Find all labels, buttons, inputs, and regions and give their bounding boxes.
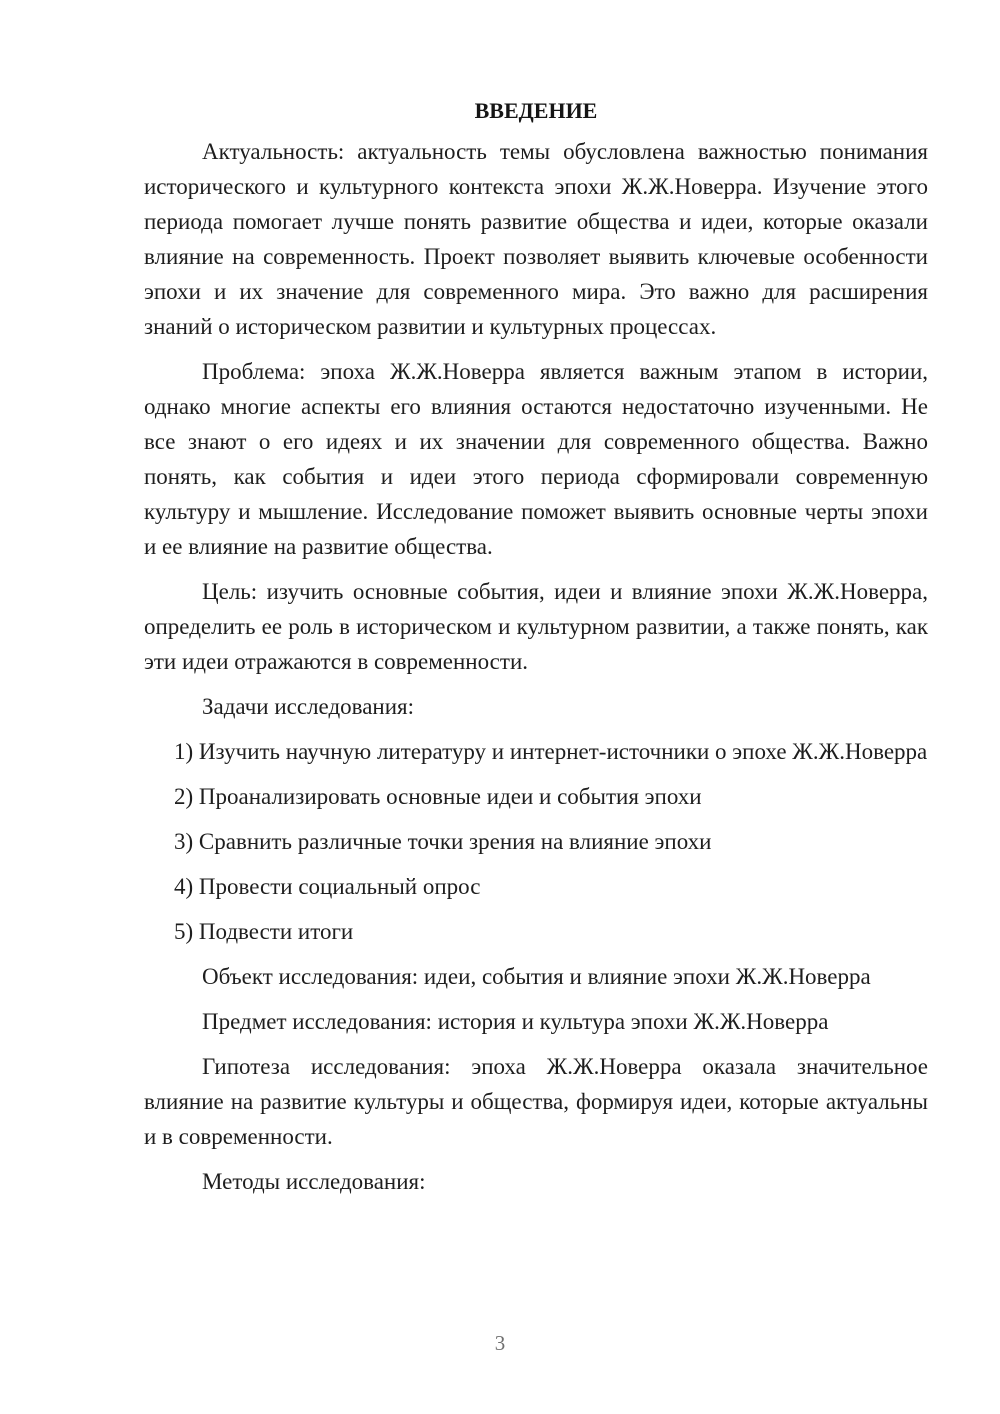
object-line: Объект исследования: идеи, события и влияние эпохи Ж.Ж.Новерра <box>202 964 871 989</box>
hypothesis-paragraph: Гипотеза исследования: эпоха Ж.Ж.Новерра оказала значительное влияние на развитие культуры и общества, формируя идеи, которые актуальны и в современности. <box>144 1054 928 1149</box>
task-item-1: 1) Изучить научную литературу и интернет-источники о эпохе Ж.Ж.Новерра <box>174 739 928 764</box>
task-item-3: 3) Сравнить различные точки зрения на влияние эпохи <box>174 829 712 854</box>
task-item-5: 5) Подвести итоги <box>174 919 354 944</box>
subject-line: Предмет исследования: история и культура эпохи Ж.Ж.Новерра <box>202 1009 829 1034</box>
document-page <box>144 96 928 1209</box>
page-title: ВВЕДЕНИЕ <box>474 98 598 123</box>
problem-paragraph: Проблема: эпоха Ж.Ж.Новерра является важным этапом в истории, однако многие аспекты его влияния остаются недостаточно изученными. Не все знают о его идеях и их значении для современного общества. Важно понять, как события и идеи этого периода сформировали современную культуру и мышление. Исследование поможет выявить основные черты эпохи и ее влияние на развитие общества. <box>144 359 928 559</box>
task-item-2: 2) Проанализировать основные идеи и события эпохи <box>174 784 702 809</box>
relevance-paragraph: Актуальность: актуальность темы обусловлена важностью понимания исторического и культурного контекста эпохи Ж.Ж.Новерра. Изучение этого периода помогает лучше понять развитие общества и идеи, которые оказали влияние на современность. Проект позволяет выявить ключевые особенности эпохи и их значение для современного мира. Это важно для расширения знаний о историческом развитии и культурных процессах. <box>144 139 928 339</box>
task-item-4: 4) Провести социальный опрос <box>174 874 481 899</box>
tasks-heading: Задачи исследования: <box>202 694 415 719</box>
goal-paragraph: Цель: изучить основные события, идеи и влияние эпохи Ж.Ж.Новерра, определить ее роль в историческом и культурном развитии, а также понять, как эти идеи отражаются в современности. <box>144 579 928 674</box>
page-number: 3 <box>494 1331 506 1355</box>
methods-heading: Методы исследования: <box>202 1169 426 1194</box>
